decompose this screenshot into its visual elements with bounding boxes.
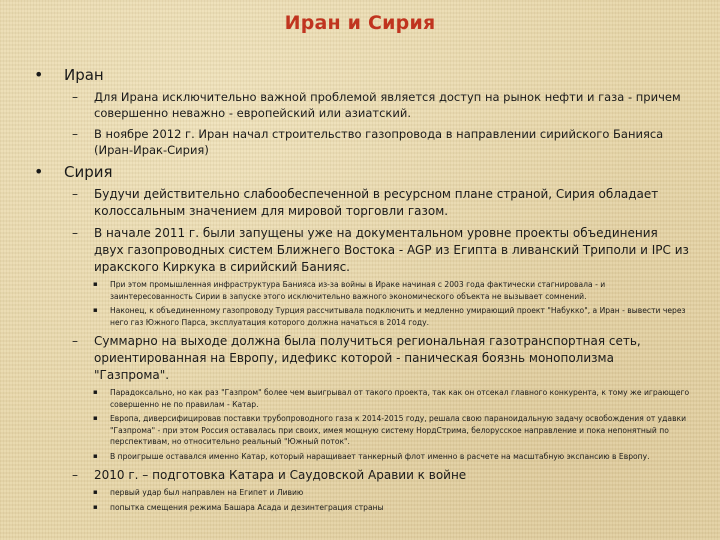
slide-content — [30, 66, 690, 518]
item-text: В проигрыше оставался именно Катар, который наращивает танкерный флот именно в расчете на масштабную экспансию в Европу. — [110, 451, 650, 461]
item-text: Будучи действительно слабообеспеченной в ресурсном плане страной, Сирия обладает колоссальным значением для мировой торговли газом. — [94, 187, 659, 218]
list-item — [54, 387, 690, 410]
list-item — [54, 89, 690, 121]
square-bullet-icon: ▪ — [93, 488, 98, 496]
square-bullet-icon: ▪ — [93, 280, 98, 288]
section-syria — [30, 163, 690, 513]
bullet-list — [30, 66, 690, 513]
dash-icon: – — [72, 226, 78, 240]
sub-sub-list — [94, 487, 690, 513]
sub-sub-list — [94, 387, 690, 462]
list-item — [54, 186, 690, 220]
dash-icon: – — [72, 468, 78, 482]
bullet-icon: • — [34, 162, 44, 181]
list-item — [54, 502, 690, 514]
bullet-icon: • — [34, 65, 44, 84]
slide-title: Иран и Сирия — [284, 12, 436, 34]
item-text: В ноябре 2012 г. Иран начал строительство газопровода в направлении сирийского Банияса (Иран-Ирак-Сирия) — [94, 127, 664, 157]
square-bullet-icon: ▪ — [93, 451, 98, 460]
item-text: 2010 г. – подготовка Катара и Саудовской Аравии к войне — [94, 468, 467, 482]
section-heading: Иран — [64, 66, 104, 84]
square-bullet-icon: ▪ — [93, 502, 98, 511]
list-item — [54, 126, 690, 158]
list-item — [54, 225, 690, 328]
list-item — [54, 333, 690, 462]
item-text: Для Ирана исключительно важной проблемой является доступ на рынок нефти и газа - причем совершенно неважно - европейский или азиатский. — [94, 90, 681, 120]
section-iran — [30, 66, 690, 158]
sub-sub-list — [94, 279, 690, 328]
square-bullet-icon: ▪ — [93, 414, 98, 422]
dash-icon: – — [72, 127, 78, 141]
list-item — [54, 279, 690, 302]
list-item — [54, 467, 690, 513]
square-bullet-icon: ▪ — [93, 306, 98, 314]
item-text: попытка смещения режима Башара Асада и дезинтеграция страны — [110, 502, 384, 512]
list-item — [54, 487, 690, 499]
sub-list — [64, 186, 690, 513]
item-text: первый удар был направлен на Египет и Ливию — [110, 488, 304, 497]
list-item — [54, 413, 690, 448]
item-text: При этом промышленная инфраструктура Банияса из-за войны в Ираке начиная с 2003 года фактически стагнировала - и заинтересованность Сирии в запуске этого исключительно важного экономического объекта не вызывает сомнений. — [110, 280, 606, 301]
list-item — [54, 305, 690, 328]
item-text: В начале 2011 г. были запущены уже на документальном уровне проекты объединения двух газопроводных систем Ближнего Востока - AGP из Египта в ливанский Триполи и IPC из иракского Киркука в сирийский Банияс. — [94, 226, 689, 274]
sub-list — [64, 89, 690, 158]
dash-icon: – — [72, 334, 78, 348]
square-bullet-icon: ▪ — [93, 388, 98, 396]
dash-icon: – — [72, 90, 78, 104]
list-item — [54, 451, 690, 463]
item-text: Европа, диверсифицировав поставки трубопроводного газа к 2014-2015 году, решала свою параноидальную задачу освобождения от удавки "Газпрома" - при этом Россия оставалась при своих, имея мощную систему НордСтрима, белорусское направление и пока непонятный по перспективам, но относительно реальный "Южный поток". — [110, 414, 687, 446]
item-text: Парадоксально, но как раз "Газпром" более чем выигрывал от такого проекта, так как он отсекал главного конкурента, к тому же играющего совершенно не по правилам - Катар. — [110, 388, 690, 409]
item-text: Суммарно на выходе должна была получиться региональная газотранспортная сеть, ориентированная на Европу, идефикс которой - паническая боязнь монополизма "Газпрома". — [94, 334, 641, 382]
dash-icon: – — [72, 187, 78, 201]
item-text: Наконец, к объединенному газопроводу Турция рассчитывала подключить и медленно умирающий проект "Набукко", а Иран - вывести через него газ Южного Парса, эксплуатация которого должна начаться в 2014 году. — [110, 306, 686, 327]
section-heading: Сирия — [64, 163, 113, 181]
